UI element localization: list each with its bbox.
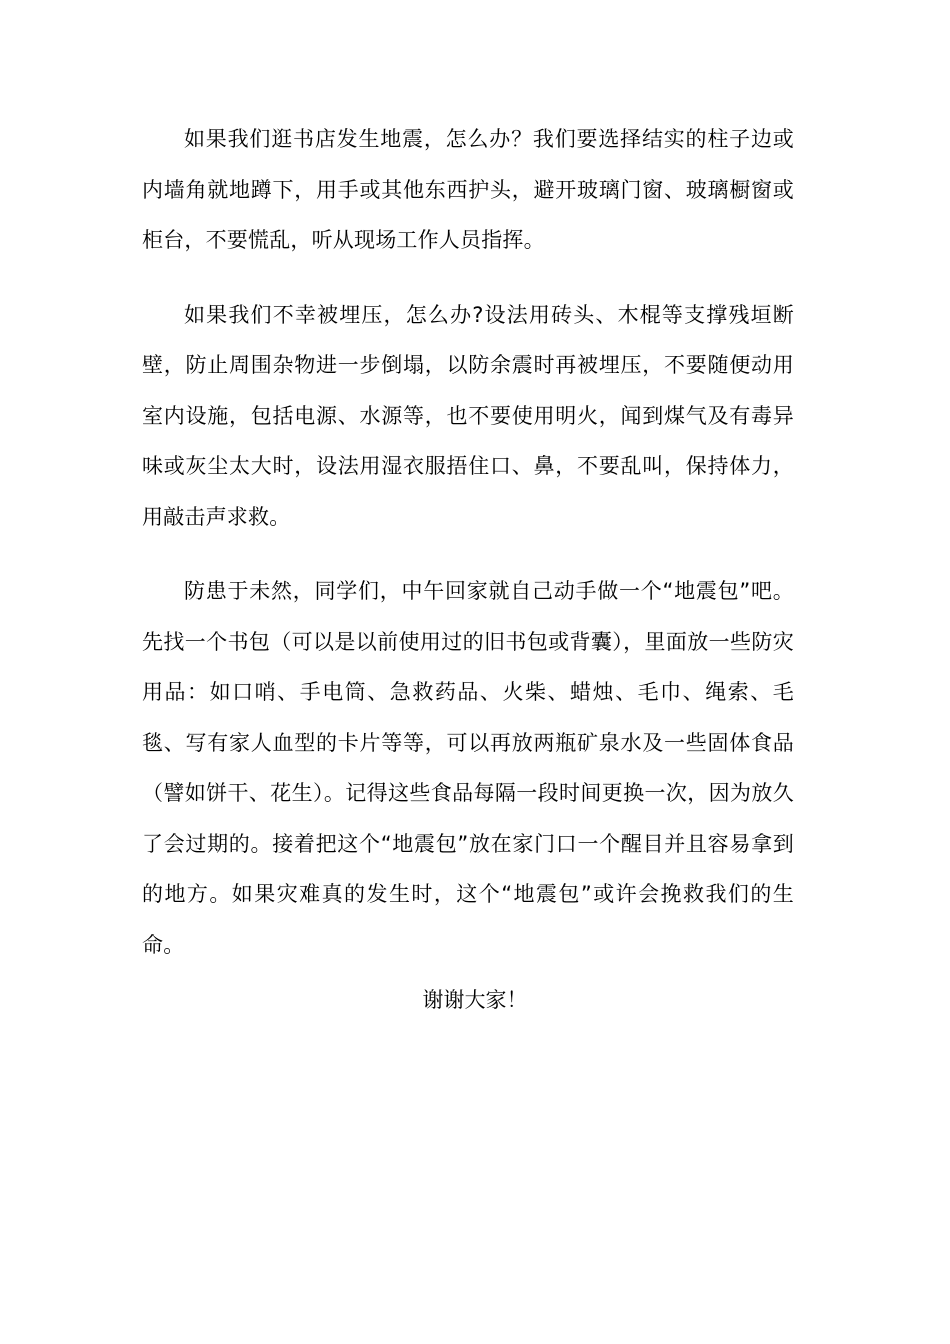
closing-thanks: 谢谢大家！ (422, 988, 528, 1012)
paragraph-trapped-under-rubble: 如果我们不幸被埋压，怎么办?设法用砖头、木棍等支撑残垣断壁，防止周围杂物进一步倒塌，以防余震时再被埋压，不要随便动用室内设施，包括电源、水源等，也不要使用明火，闻到煤气及有毒异味或灰尘太大时，设法用湿衣服捂住口、鼻，不要乱叫，保持体力，用敲击声求救。 (142, 302, 794, 529)
paragraph-bookstore-earthquake: 如果我们逛书店发生地震，怎么办？我们要选择结实的柱子边或内墙角就地蹲下，用手或其他东西护头，避开玻璃门窗、玻璃橱窗或柜台，不要慌乱，听从现场工作人员指挥。 (142, 127, 794, 252)
paragraph-earthquake-kit: 防患于未然，同学们，中午回家就自己动手做一个“地震包”吧。先找一个书包（可以是以前使用过的旧书包或背囊），里面放一些防灾用品：如口哨、手电筒、急救药品、火柴、蜡烛、毛巾、绳索、毛毯、写有家人血型的卡片等等，可以再放两瓶矿泉水及一些固体食品（譬如饼干、花生）。记得这些食品每隔一段时间更换一次，因为放久了会过期的。接着把这个“地震包”放在家门口一个醒目并且容易拿到的地方。如果灾难真的发生时，这个“地震包”或许会挽救我们的生命。 (142, 579, 794, 957)
document-body (142, 114, 794, 994)
